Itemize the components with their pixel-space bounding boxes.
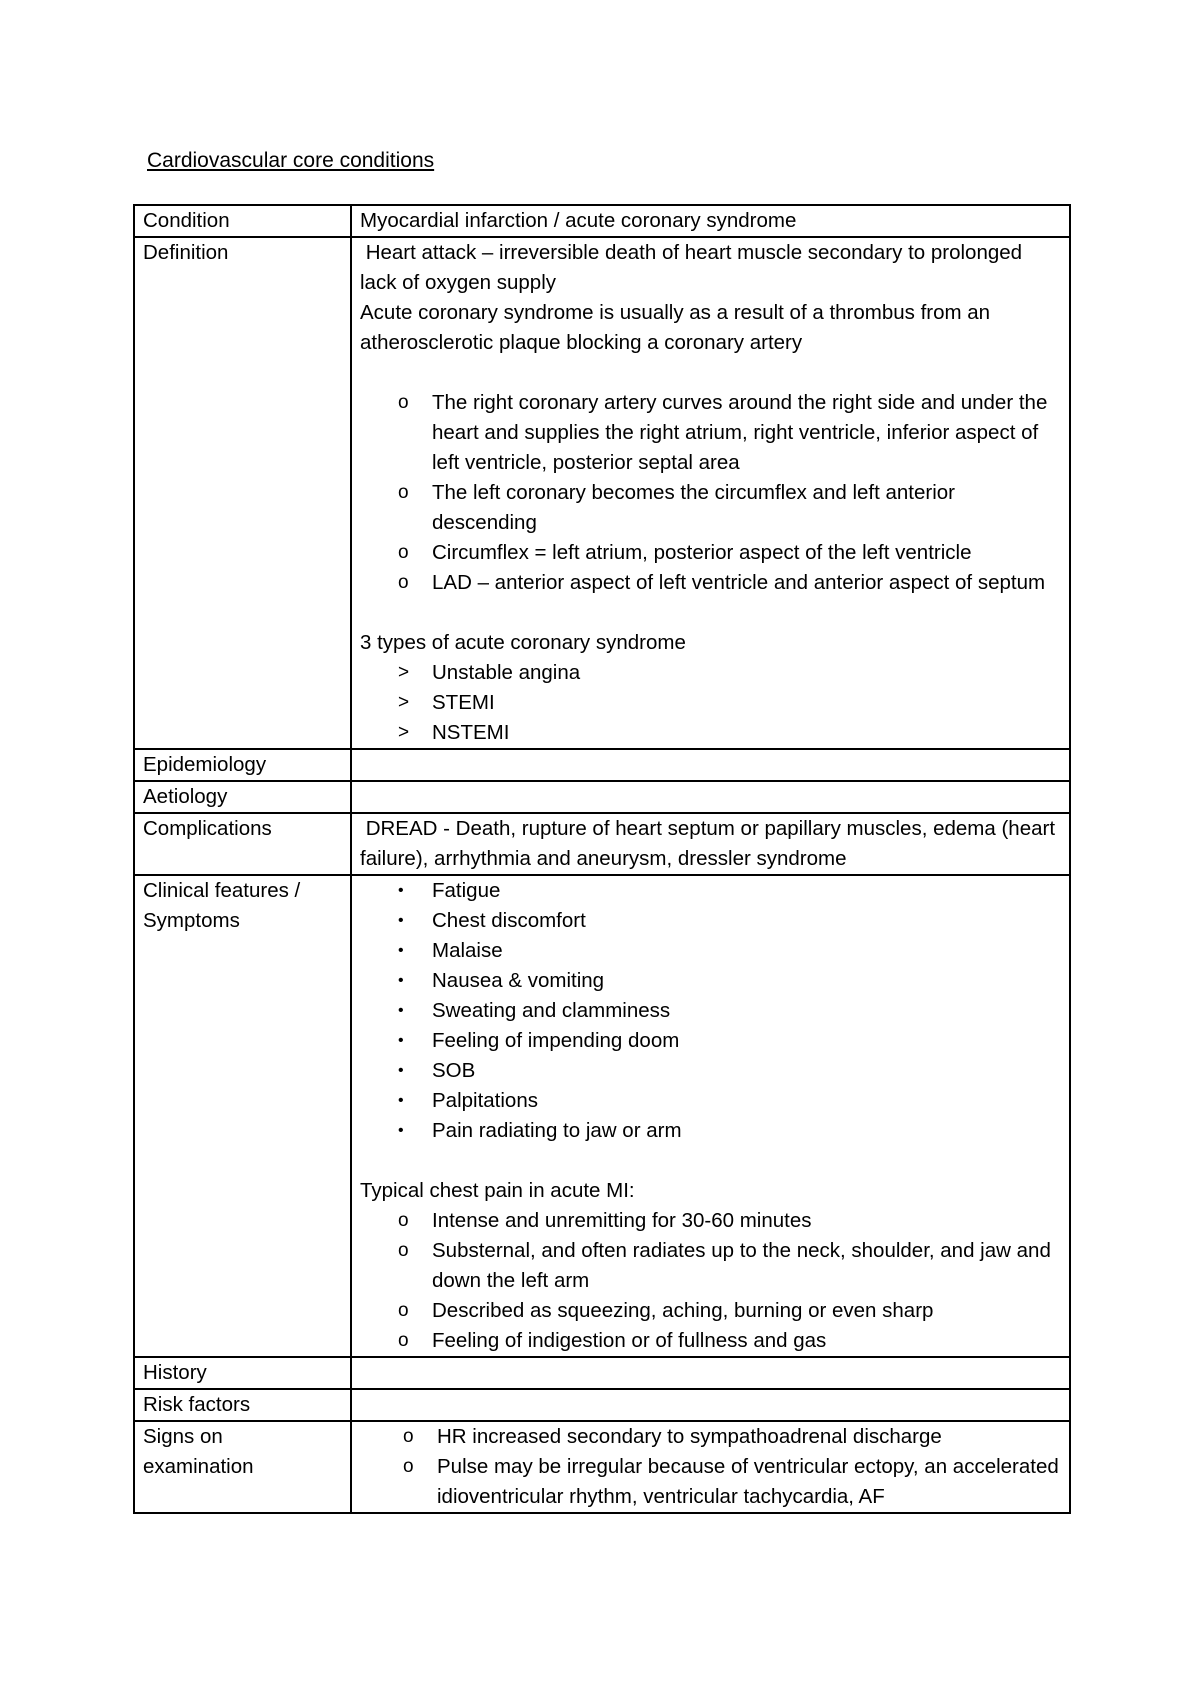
arrow-bullet-icon: > — [398, 722, 410, 743]
list-item — [360, 1086, 1061, 1116]
arrow-bullet-icon: > — [398, 692, 410, 713]
spacer — [360, 358, 1061, 388]
list-item-text: HR increased secondary to sympathoadrenal discharge — [437, 1425, 942, 1448]
list-item-text: Pain radiating to jaw or arm — [432, 1119, 682, 1142]
table-row-clinical-features — [134, 875, 1070, 1357]
list-item — [360, 876, 1061, 906]
definition-paragraph: Acute coronary syndrome is usually as a result of a thrombus from an atherosclerotic plaque blocking a coronary artery — [360, 301, 991, 354]
list-item-text: SOB — [432, 1059, 476, 1082]
list-item — [360, 1206, 1061, 1236]
list-item — [360, 906, 1061, 936]
pain-list — [360, 1206, 1061, 1356]
epidemiology-label: Epidemiology — [134, 749, 351, 781]
dot-bullet-icon: • — [398, 1062, 404, 1079]
list-item-text: STEMI — [432, 691, 495, 714]
list-item-text: Feeling of indigestion or of fullness and gas — [432, 1329, 827, 1352]
risk-factors-cell — [351, 1389, 1070, 1421]
types-heading: 3 types of acute coronary syndrome — [360, 631, 686, 654]
list-item — [360, 1026, 1061, 1056]
history-label: History — [134, 1357, 351, 1389]
list-item — [360, 1452, 1061, 1512]
circle-bullet-icon: o — [398, 1240, 409, 1261]
list-item — [360, 688, 1061, 718]
risk-factors-label: Risk factors — [134, 1389, 351, 1421]
circle-bullet-icon: o — [398, 1300, 409, 1321]
circle-bullet-icon: o — [398, 572, 409, 593]
clinical-features-label — [134, 875, 351, 1357]
circle-bullet-icon: o — [398, 482, 409, 503]
epidemiology-cell — [351, 749, 1070, 781]
circle-bullet-icon: o — [398, 1330, 409, 1351]
list-item — [360, 568, 1061, 598]
circle-bullet-icon: o — [398, 392, 409, 413]
list-item — [360, 966, 1061, 996]
circle-bullet-icon: o — [403, 1456, 414, 1477]
list-item — [360, 1056, 1061, 1086]
signs-list — [360, 1422, 1061, 1512]
list-item — [360, 1422, 1061, 1452]
label-line: Signs on — [143, 1425, 223, 1448]
complications-label: Complications — [134, 813, 351, 875]
table-row-definition — [134, 237, 1070, 749]
history-cell — [351, 1357, 1070, 1389]
list-item-text: Substernal, and often radiates up to the neck, shoulder, and jaw and down the left arm — [432, 1239, 1051, 1292]
list-item — [360, 658, 1061, 688]
table-row-history — [134, 1357, 1070, 1389]
dot-bullet-icon: • — [398, 882, 404, 899]
table-row-aetiology — [134, 781, 1070, 813]
list-item-text: Fatigue — [432, 879, 501, 902]
list-item — [360, 1296, 1061, 1326]
list-item — [360, 1326, 1061, 1356]
list-item-text: Unstable angina — [432, 661, 581, 684]
list-item — [360, 1116, 1061, 1146]
label-line: Clinical features / — [143, 879, 301, 902]
document-title: Cardiovascular core conditions — [147, 149, 435, 172]
list-item-text: Nausea & vomiting — [432, 969, 605, 992]
list-item-text: Described as squeezing, aching, burning or even sharp — [432, 1299, 934, 1322]
list-item-text: NSTEMI — [432, 721, 510, 744]
circle-bullet-icon: o — [398, 542, 409, 563]
condition-value: Myocardial infarction / acute coronary syndrome — [351, 205, 1070, 237]
clinical-features-cell — [351, 875, 1070, 1357]
circle-bullet-icon: o — [398, 1210, 409, 1231]
list-item — [360, 388, 1061, 478]
dot-bullet-icon: • — [398, 1092, 404, 1109]
arrow-bullet-icon: > — [398, 662, 410, 683]
label-line: Symptoms — [143, 909, 240, 932]
dot-bullet-icon: • — [398, 1032, 404, 1049]
list-item-text: Intense and unremitting for 30-60 minutes — [432, 1209, 812, 1232]
list-item-text: Circumflex = left atrium, posterior aspect of the left ventricle — [432, 541, 972, 564]
list-item-text: LAD – anterior aspect of left ventricle and anterior aspect of septum — [432, 571, 1046, 594]
dot-bullet-icon: • — [398, 912, 404, 929]
spacer — [360, 598, 1061, 628]
list-item-text: Sweating and clamminess — [432, 999, 671, 1022]
complications-cell: DREAD - Death, rupture of heart septum or papillary muscles, edema (heart failure), arrhythmia and aneurysm, dressler syndrome — [351, 813, 1070, 875]
circle-bullet-icon: o — [403, 1426, 414, 1447]
list-item-text: The left coronary becomes the circumflex and left anterior descending — [432, 481, 955, 534]
list-item-text: Chest discomfort — [432, 909, 586, 932]
list-item-text: Pulse may be irregular because of ventricular ectopy, an accelerated idioventricular rhythm, ventricular tachycardia, AF — [437, 1455, 1059, 1508]
artery-list — [360, 388, 1061, 598]
list-item-text: Malaise — [432, 939, 503, 962]
dot-bullet-icon: • — [398, 972, 404, 989]
table-row-complications — [134, 813, 1070, 875]
spacer — [360, 1146, 1061, 1176]
condition-label: Condition — [134, 205, 351, 237]
table-row-condition — [134, 205, 1070, 237]
list-item — [360, 718, 1061, 748]
symptoms-list — [360, 876, 1061, 1146]
dot-bullet-icon: • — [398, 1002, 404, 1019]
types-list — [360, 658, 1061, 748]
signs-cell — [351, 1421, 1070, 1513]
list-item — [360, 1236, 1061, 1296]
dot-bullet-icon: • — [398, 1122, 404, 1139]
label-line: examination — [143, 1455, 254, 1478]
pain-heading: Typical chest pain in acute MI: — [360, 1179, 635, 1202]
list-item-text: The right coronary artery curves around the right side and under the heart and supplies the right atrium, right ventricle, inferior aspect of left ventricle, posterior septal area — [432, 391, 1048, 474]
aetiology-cell — [351, 781, 1070, 813]
list-item — [360, 936, 1061, 966]
aetiology-label: Aetiology — [134, 781, 351, 813]
condition-table — [133, 204, 1071, 1514]
definition-cell — [351, 237, 1070, 749]
table-row-risk-factors — [134, 1389, 1070, 1421]
list-item-text: Palpitations — [432, 1089, 538, 1112]
list-item — [360, 478, 1061, 538]
definition-paragraph: Heart attack – irreversible death of heart muscle secondary to prolonged lack of oxygen supply — [360, 241, 1028, 294]
definition-label: Definition — [134, 237, 351, 749]
list-item — [360, 538, 1061, 568]
list-item — [360, 996, 1061, 1026]
list-item-text: Feeling of impending doom — [432, 1029, 680, 1052]
table-row-epidemiology — [134, 749, 1070, 781]
dot-bullet-icon: • — [398, 942, 404, 959]
table-row-signs — [134, 1421, 1070, 1513]
signs-label — [134, 1421, 351, 1513]
